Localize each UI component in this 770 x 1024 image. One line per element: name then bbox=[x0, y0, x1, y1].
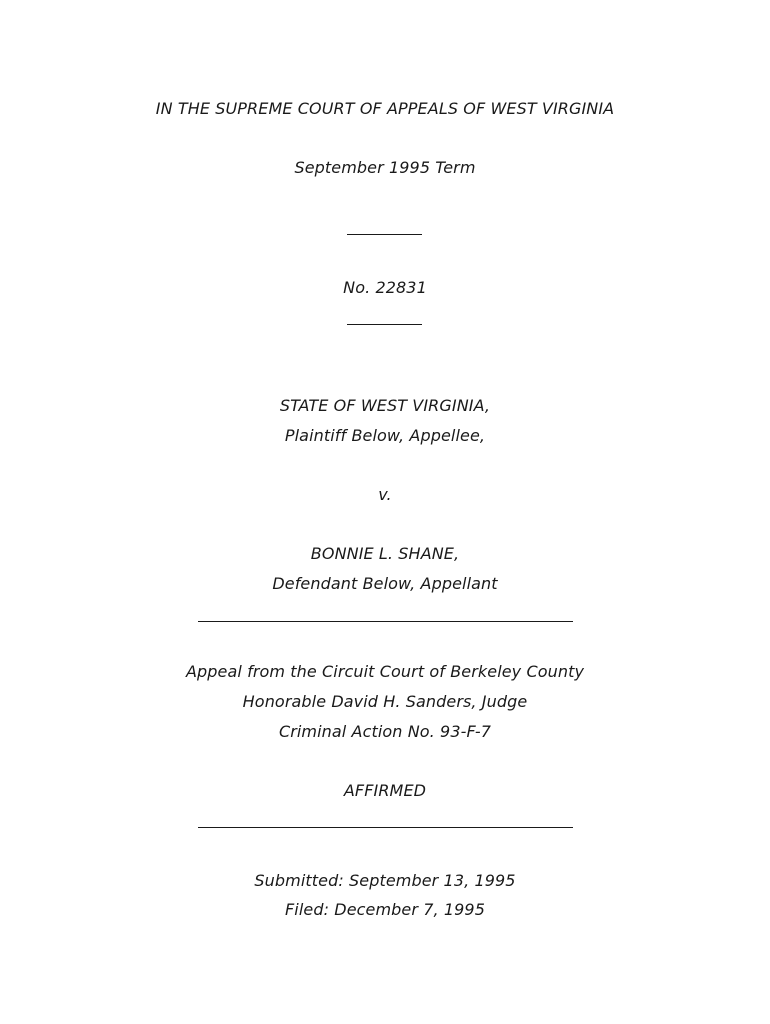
appeal-from: Appeal from the Circuit Court of Berkeley County bbox=[185, 662, 585, 681]
defendant-role: Defendant Below, Appellant bbox=[272, 574, 498, 593]
case-number: No. 22831 bbox=[343, 278, 427, 297]
rule-divider bbox=[198, 621, 573, 622]
versus-text: v. bbox=[378, 485, 392, 504]
plaintiff-name: STATE OF WEST VIRGINIA, bbox=[279, 396, 491, 415]
court-heading: IN THE SUPREME COURT OF APPEALS OF WEST VIRGINIA bbox=[155, 99, 615, 118]
filed-date: Filed: December 7, 1995 bbox=[285, 900, 485, 919]
disposition: AFFIRMED bbox=[343, 781, 427, 800]
submitted-date: Submitted: September 13, 1995 bbox=[254, 871, 516, 890]
criminal-action: Criminal Action No. 93-F-7 bbox=[278, 722, 492, 741]
rule-divider bbox=[198, 827, 573, 828]
plaintiff-role: Plaintiff Below, Appellee, bbox=[284, 426, 486, 445]
rule-divider bbox=[347, 324, 422, 325]
rule-divider bbox=[347, 234, 422, 235]
term-line: September 1995 Term bbox=[294, 158, 476, 177]
defendant-name: BONNIE L. SHANE, bbox=[310, 544, 460, 563]
appeal-judge: Honorable David H. Sanders, Judge bbox=[242, 692, 528, 711]
